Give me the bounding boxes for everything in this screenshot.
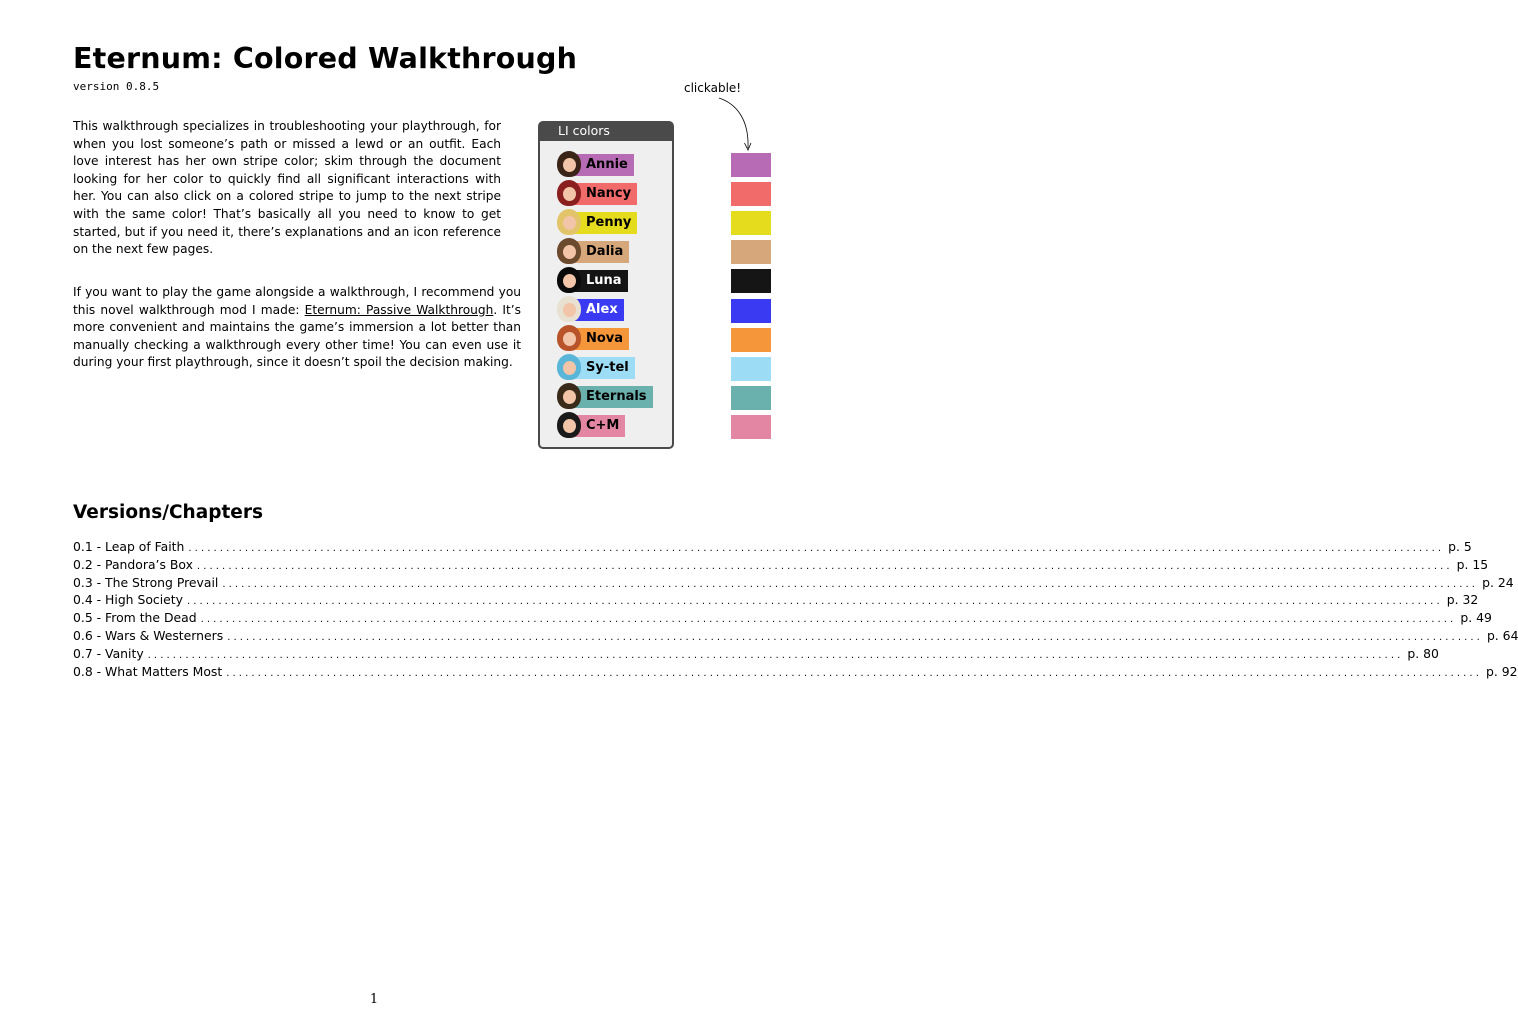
li-color-label: Annie <box>569 154 634 176</box>
avatar-face <box>563 303 576 317</box>
li-color-label: Nancy <box>569 183 637 205</box>
toc-leader-dots: ........................................................................................................................................................................................................ <box>187 596 1443 608</box>
li-color-label: Alex <box>569 299 624 321</box>
li-colors-header: LI colors <box>540 123 672 141</box>
toc-entry[interactable] <box>73 627 1518 646</box>
toc-entry-title: 0.6 - Wars & Westerners <box>73 627 224 643</box>
toc-entry[interactable] <box>73 663 1518 682</box>
toc-entry-title: 0.4 - High Society <box>73 592 183 608</box>
color-stripe-nancy[interactable] <box>731 182 771 206</box>
toc-entry[interactable] <box>73 592 1479 610</box>
toc-entry-page: p. 5 <box>1448 539 1472 554</box>
version-label: version 0.8.5 <box>73 80 160 93</box>
avatar-face <box>563 158 576 172</box>
toc-entry-page: p. 92 <box>1486 663 1518 679</box>
toc-leader-dots: ........................................................................................................................................................................................................ <box>200 614 1457 626</box>
li-colors-box <box>538 121 674 449</box>
clickable-note: clickable! <box>684 81 742 95</box>
curved-arrow-icon <box>715 96 755 154</box>
character-avatar-icon <box>557 296 581 322</box>
color-stripe-annie[interactable] <box>731 153 771 177</box>
toc-entry-title: 0.3 - The Strong Prevail <box>73 574 219 590</box>
toc-leader-dots: ........................................................................................................................................................................................................ <box>227 631 1483 643</box>
toc-entry-title: 0.8 - What Matters Most <box>73 663 223 679</box>
toc-entry-page: p. 80 <box>1407 645 1439 661</box>
avatar-face <box>563 216 576 230</box>
toc-entry-page: p. 64 <box>1486 627 1518 643</box>
toc-entry[interactable] <box>73 574 1514 593</box>
li-color-label: Penny <box>569 212 637 234</box>
avatar-face <box>563 390 576 404</box>
character-avatar-icon <box>557 180 581 206</box>
avatar-face <box>563 187 576 201</box>
character-avatar-icon <box>557 412 581 438</box>
li-color-label: Nova <box>569 328 629 350</box>
li-color-label: Dalia <box>569 241 629 263</box>
color-stripe-penny[interactable] <box>731 211 771 235</box>
li-color-label: Sy-tel <box>569 357 635 379</box>
toc-entry-page: p. 24 <box>1482 574 1514 590</box>
character-avatar-icon <box>557 209 581 235</box>
avatar-face <box>563 332 576 346</box>
toc-entry[interactable] <box>73 556 1489 575</box>
color-stripe-luna[interactable] <box>731 269 771 293</box>
toc-entry-page: p. 15 <box>1456 556 1489 572</box>
mod-text-before: If you want to play the game alongside a walkthrough, I recommend you this novel walkthrough mod I made: <box>73 285 521 317</box>
toc-entry-title: 0.5 - From the Dead <box>73 610 197 626</box>
character-avatar-icon <box>557 383 581 409</box>
color-stripe-alex[interactable] <box>731 299 771 323</box>
toc-entry[interactable] <box>73 539 1472 557</box>
color-stripe-dalia[interactable] <box>731 240 771 264</box>
li-color-label: C+M <box>569 415 625 437</box>
toc-entry-page: p. 49 <box>1460 610 1492 626</box>
toc-entry[interactable] <box>73 610 1492 628</box>
versions-chapters-heading: Versions/Chapters <box>73 502 263 523</box>
intro-paragraph: This walkthrough specializes in troubleshooting your playthrough, for when you lost someone’s path or missed a lewd or an outfit. Each love interest has her own stripe color; skim through the document looking for her color to quickly find all significant interactions with her. You can also click on a colored stripe to jump to the next stripe with the same color! That’s basically all you need to know to get started, but if you need it, there’s explanations and an icon reference on the next few pages. <box>73 119 501 257</box>
avatar-face <box>563 274 576 288</box>
avatar-face <box>563 419 576 433</box>
toc-entry-title: 0.7 - Vanity <box>73 645 144 661</box>
li-color-label: Eternals <box>569 386 653 408</box>
color-stripe-c-m[interactable] <box>731 415 771 439</box>
color-stripe-eternals[interactable] <box>731 386 771 410</box>
toc-entry-page: p. 32 <box>1446 592 1479 608</box>
color-stripe-nova[interactable] <box>731 328 771 352</box>
page-number: 1 <box>369 992 379 1007</box>
document-title: Eternum: Colored Walkthrough <box>73 42 578 75</box>
toc-leader-dots: ........................................................................................................................................................................................................ <box>226 667 1482 679</box>
mod-text-after: . It’s more convenient and maintains the game’s immersion a lot better than manually checking a walkthrough every other time! You can even use it during your first playthrough, since it doesn’t spoil the decision making. <box>73 302 521 370</box>
toc-entry-title: 0.1 - Leap of Faith <box>73 539 185 554</box>
character-avatar-icon <box>557 151 581 177</box>
table-of-contents <box>73 539 1518 681</box>
li-color-label: Luna <box>569 270 628 292</box>
passive-walkthrough-link[interactable]: Eternum: Passive Walkthrough <box>304 302 494 317</box>
toc-leader-dots: ........................................................................................................................................................................................................ <box>147 649 1404 661</box>
character-avatar-icon <box>557 267 581 293</box>
toc-leader-dots: ........................................................................................................................................................................................................ <box>222 578 1479 590</box>
mod-paragraph <box>73 284 521 372</box>
color-stripe-sy-tel[interactable] <box>731 357 771 381</box>
character-avatar-icon <box>557 238 581 264</box>
toc-leader-dots: ........................................................................................................................................................................................................ <box>188 543 1445 554</box>
character-avatar-icon <box>557 354 581 380</box>
toc-leader-dots: ........................................................................................................................................................................................................ <box>196 560 1453 572</box>
avatar-face <box>563 361 576 375</box>
character-avatar-icon <box>557 325 581 351</box>
toc-entry[interactable] <box>73 645 1439 664</box>
toc-entry-title: 0.2 - Pandora’s Box <box>73 556 193 572</box>
avatar-face <box>563 245 576 259</box>
